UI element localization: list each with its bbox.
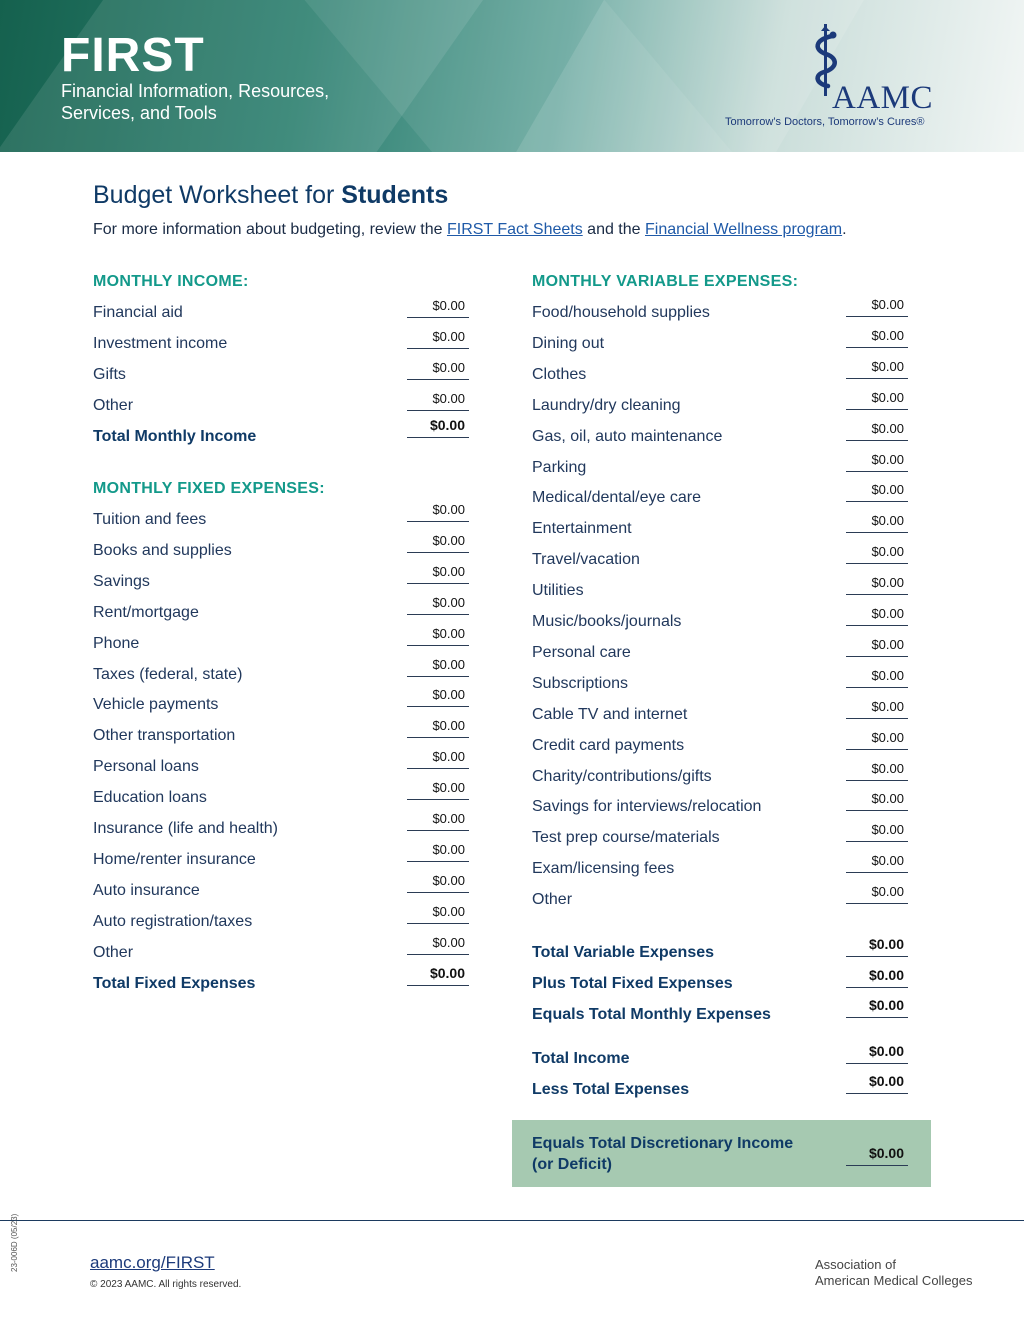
variable-expense-row-label: Laundry/dry cleaning [532,396,681,414]
fixed-expense-row-label: Personal loans [93,758,199,776]
variable-expense-row-amount-field[interactable]: $0.00 [846,297,908,317]
fixed-expense-row-label: Auto insurance [93,881,200,899]
variable-expense-row-amount-field[interactable]: $0.00 [846,452,908,472]
variable-expense-row-amount-field[interactable]: $0.00 [846,822,908,842]
total-monthly-expenses-amount-field[interactable]: $0.00 [846,997,908,1018]
organization-name [815,1257,973,1289]
total-income-label: Total Monthly Income [93,428,257,445]
fixed-expense-row-amount-field[interactable]: $0.00 [407,718,469,738]
fixed-expense-row-label: Tuition and fees [93,511,207,528]
total-monthly-expenses-label: Equals Total Monthly Expenses [532,1006,771,1023]
income-row-label: Gifts [93,366,126,383]
variable-expense-row-amount-field[interactable]: $0.00 [846,761,908,781]
variable-expense-row-label: Charity/contributions/gifts [532,767,712,785]
monthly-fixed-expenses-heading: MONTHLY FIXED EXPENSES: [93,480,325,497]
intro-before: For more information about budgeting, review the [93,221,447,238]
intro-middle: and the [582,221,645,238]
brand-subtitle-line: Financial Information, Resources, [61,81,330,101]
variable-expense-row-amount-field[interactable]: $0.00 [846,544,908,564]
fixed-expense-row-amount-field[interactable]: $0.00 [407,564,469,584]
fixed-expense-row-label: Other [93,943,134,961]
plus-fixed-amount-field[interactable]: $0.00 [846,967,908,988]
less-expenses-amount-field[interactable]: $0.00 [846,1073,908,1094]
income-row-amount-field[interactable]: $0.00 [407,391,469,411]
variable-expense-row-label: Utilities [532,582,584,600]
organization-name-line: American Medical Colleges [815,1273,973,1288]
fixed-expense-row-amount-field[interactable]: $0.00 [407,687,469,707]
variable-expense-row-label: Cable TV and internet [532,705,688,723]
summary-total-income-amount-field[interactable]: $0.00 [846,1043,908,1064]
fixed-expense-row-amount-field[interactable]: $0.00 [407,749,469,769]
variable-expense-row-amount-field[interactable]: $0.00 [846,421,908,441]
fixed-expense-row-amount-field[interactable]: $0.00 [407,657,469,677]
variable-expense-row-amount-field[interactable]: $0.00 [846,606,908,626]
variable-expense-row-amount-field[interactable]: $0.00 [846,359,908,379]
variable-expense-row-label: Test prep course/materials [532,829,720,847]
plus-fixed-label: Plus Total Fixed Expenses [532,975,733,992]
total-income-amount-field[interactable]: $0.00 [407,417,469,438]
financial-wellness-link[interactable]: Financial Wellness program [645,221,843,238]
fixed-expense-row-label: Auto registration/taxes [93,912,253,930]
document-code: 23-006D (05/23) [10,1213,19,1272]
page-title [93,181,448,210]
intro-text [93,221,847,239]
total-fixed-amount-field[interactable]: $0.00 [407,965,469,986]
fixed-expense-row-amount-field[interactable]: $0.00 [407,595,469,615]
variable-expense-row-amount-field[interactable]: $0.00 [846,884,908,904]
variable-expense-row-label: Personal care [532,643,631,661]
fixed-expense-row-label: Books and supplies [93,541,232,559]
discretionary-income-label [532,1133,793,1175]
variable-expense-row-amount-field[interactable]: $0.00 [846,328,908,348]
variable-expense-row-label: Credit card payments [532,736,685,754]
variable-expense-row-label: Travel/vacation [532,551,640,569]
variable-expense-row-label: Music/books/journals [532,613,682,630]
fixed-expense-row-amount-field[interactable]: $0.00 [407,533,469,553]
variable-expense-row-label: Gas, oil, auto maintenance [532,427,723,445]
variable-expense-row-amount-field[interactable]: $0.00 [846,390,908,410]
fixed-expense-row-amount-field[interactable]: $0.00 [407,842,469,862]
variable-expense-row-label: Subscriptions [532,674,629,692]
variable-expense-row-amount-field[interactable]: $0.00 [846,699,908,719]
fixed-expense-row-label: Taxes (federal, state) [93,665,243,683]
footer-link[interactable]: aamc.org/FIRST [90,1253,215,1272]
fixed-expense-row-label: Home/renter insurance [93,850,256,868]
variable-expense-row-amount-field[interactable]: $0.00 [846,637,908,657]
footer-divider [0,1220,1024,1221]
summary-total-income-label: Total Income [532,1050,630,1067]
variable-expense-row-label: Clothes [532,365,587,383]
variable-expense-row-amount-field[interactable]: $0.00 [846,730,908,750]
variable-expense-row-label: Food/household supplies [532,304,710,321]
variable-expense-row-label: Savings for interviews/relocation [532,798,762,816]
variable-expense-row-label: Other [532,891,573,909]
fixed-expense-row-label: Education loans [93,789,207,807]
income-row-amount-field[interactable]: $0.00 [407,360,469,380]
fact-sheets-link[interactable]: FIRST Fact Sheets [446,221,583,238]
organization-name-line: Association of [815,1257,896,1272]
fixed-expense-row-label: Other transportation [93,727,236,745]
income-row-label: Investment income [93,335,228,352]
fixed-expense-row-label: Insurance (life and health) [93,820,278,837]
variable-expense-row-label: Exam/licensing fees [532,860,675,878]
aamc-logo-text: AAMC [832,80,934,116]
fixed-expense-row-amount-field[interactable]: $0.00 [407,873,469,893]
total-variable-label: Total Variable Expenses [532,944,715,961]
total-fixed-label: Total Fixed Expenses [93,975,256,992]
variable-expense-row-label: Entertainment [532,520,632,538]
fixed-expense-row-amount-field[interactable]: $0.00 [407,502,469,522]
income-row-label: Financial aid [93,304,183,321]
fixed-expense-row-label: Savings [93,572,150,590]
brand-title: FIRST [61,29,205,82]
page-title-bold: Students [341,181,449,209]
fixed-expense-row-amount-field[interactable]: $0.00 [407,935,469,955]
income-row-amount-field[interactable]: $0.00 [407,329,469,349]
variable-expense-row-label: Medical/dental/eye care [532,489,701,507]
variable-expense-row-amount-field[interactable]: $0.00 [846,668,908,688]
less-expenses-label: Less Total Expenses [532,1081,690,1098]
variable-expense-row-amount-field[interactable]: $0.00 [846,853,908,873]
monthly-variable-expenses-heading: MONTHLY VARIABLE EXPENSES: [532,273,799,290]
variable-expense-row-amount-field[interactable]: $0.00 [846,575,908,595]
income-row-amount-field[interactable]: $0.00 [407,298,469,318]
aamc-tagline: Tomorrow’s Doctors, Tomorrow’s Cures® [725,116,925,128]
discretionary-income-amount-field[interactable]: $0.00 [846,1145,908,1166]
header-banner [0,0,1024,152]
fixed-expense-row-amount-field[interactable]: $0.00 [407,904,469,924]
intro-after: . [842,221,847,238]
monthly-income-heading: MONTHLY INCOME: [93,273,249,290]
copyright: © 2023 AAMC. All rights reserved. [90,1279,242,1290]
total-variable-amount-field[interactable]: $0.00 [846,936,908,957]
fixed-expense-row-amount-field[interactable]: $0.00 [407,626,469,646]
brand-subtitle-line: Services, and Tools [61,103,217,123]
variable-expense-row-amount-field[interactable]: $0.00 [846,791,908,811]
variable-expense-row-label: Parking [532,458,587,476]
income-row-label: Other [93,397,134,414]
fixed-expense-row-label: Phone [93,634,140,652]
fixed-expense-row-amount-field[interactable]: $0.00 [407,780,469,800]
discretionary-income-label-line: Equals Total Discretionary Income [532,1135,794,1152]
discretionary-income-label-line: (or Deficit) [532,1156,612,1173]
variable-expense-row-label: Dining out [532,334,605,352]
fixed-expense-row-amount-field[interactable]: $0.00 [407,811,469,831]
fixed-expense-row-label: Rent/mortgage [93,603,199,621]
brand-subtitle [61,80,421,124]
fixed-expense-row-label: Vehicle payments [93,696,219,714]
page-title-prefix: Budget Worksheet for [93,181,342,209]
variable-expense-row-amount-field[interactable]: $0.00 [846,513,908,533]
variable-expense-row-amount-field[interactable]: $0.00 [846,482,908,502]
